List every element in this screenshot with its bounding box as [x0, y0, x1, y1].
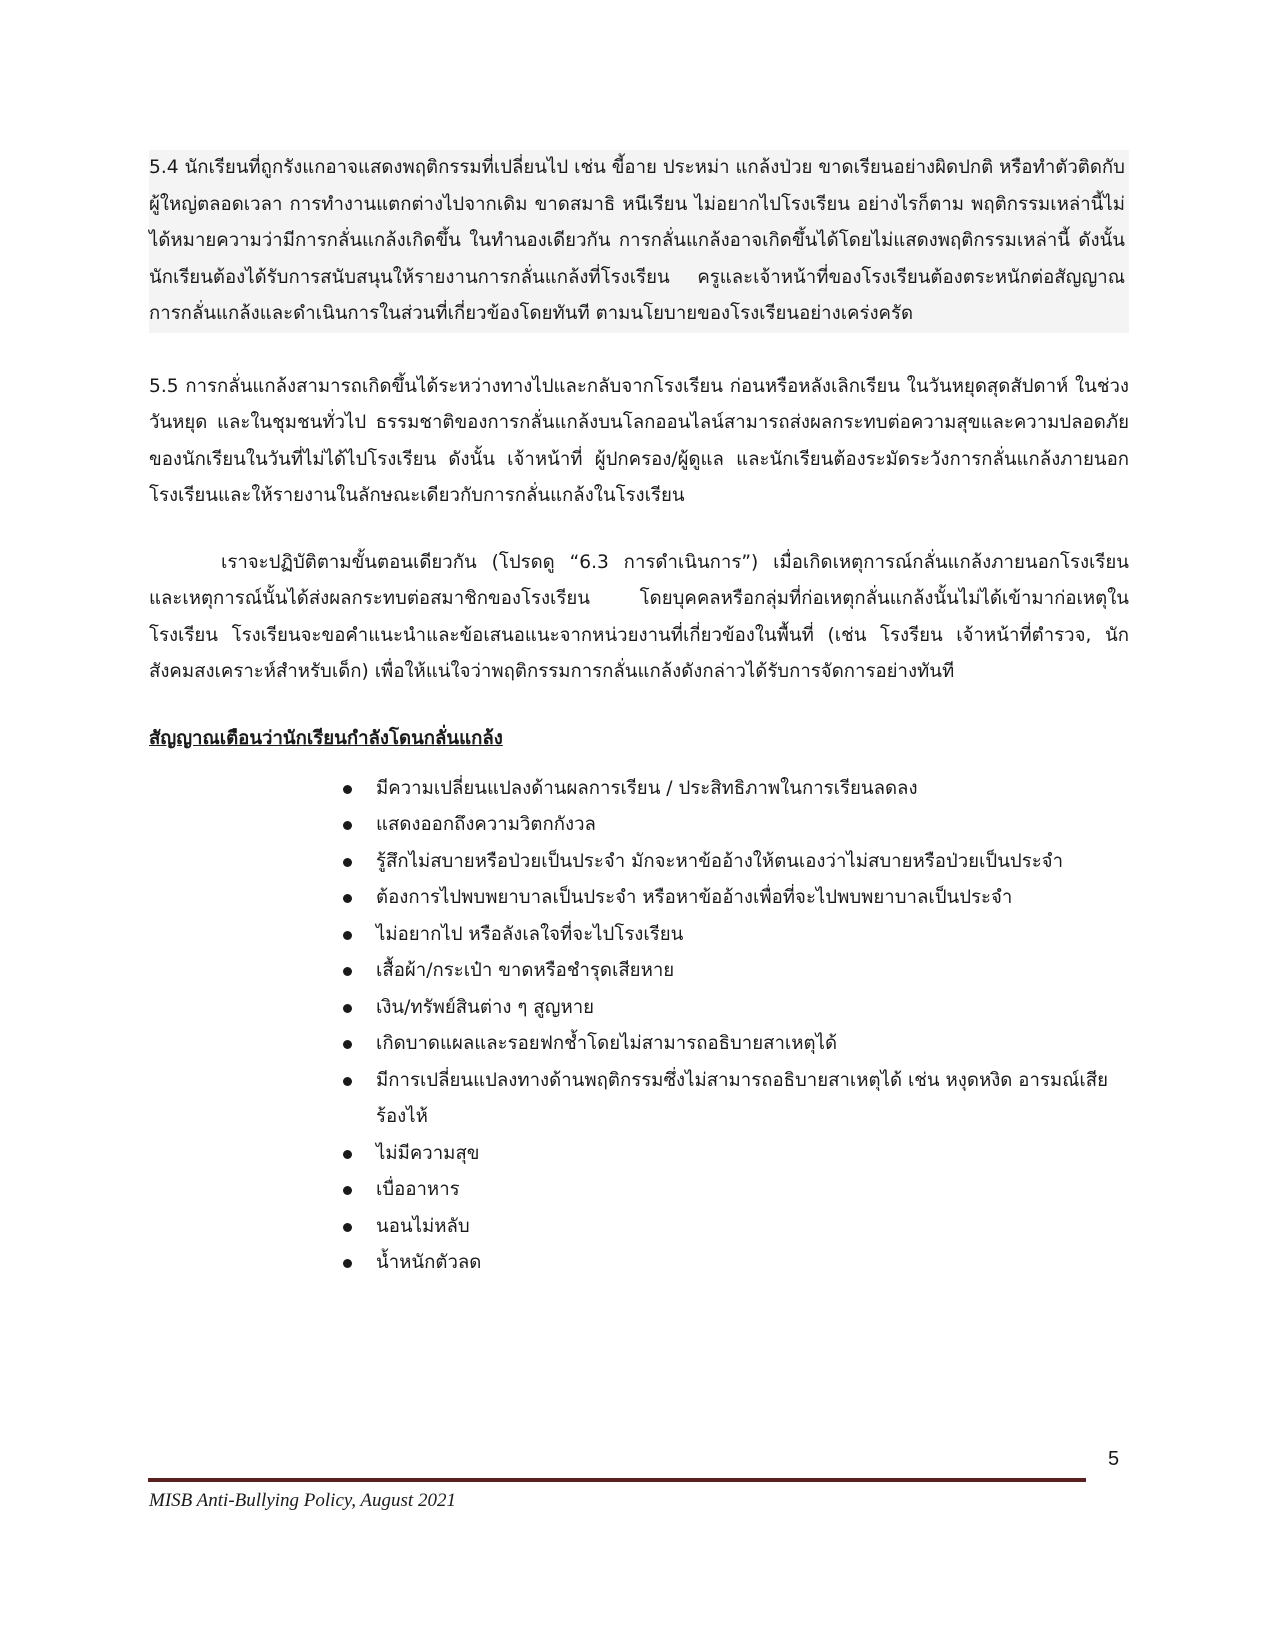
list-item: แสดงออกถึงความวิตกกังวล	[343, 807, 1129, 844]
bullet-icon	[343, 785, 352, 794]
list-item: เกิดบาดแผลและรอยฟกช้ำโดยไม่สามารถอธิบายสาเหตุได้	[343, 1026, 1129, 1063]
list-item: น้ำหนักตัวลด	[343, 1245, 1129, 1282]
list-item: เสื้อผ้า/กระเป๋า ขาดหรือชำรุดเสียหาย	[343, 953, 1129, 990]
bullet-icon	[343, 821, 352, 830]
bullet-icon	[343, 931, 352, 940]
list-item: นอนไม่หลับ	[343, 1209, 1129, 1246]
page-content	[149, 150, 1129, 1282]
list-item: ไม่มีความสุข	[343, 1136, 1129, 1173]
list-item: เงิน/ทรัพย์สินต่าง ๆ สูญหาย	[343, 990, 1129, 1027]
bullet-icon	[343, 894, 352, 903]
list-item: มีความเปลี่ยนแปลงด้านผลการเรียน / ประสิทธิภาพในการเรียนลดลง	[343, 771, 1129, 808]
list-item: ต้องการไปพบพยาบาลเป็นประจำ หรือหาข้ออ้างเพื่อที่จะไปพบพยาบาลเป็นประจำ	[343, 880, 1129, 917]
list-item: รู้สึกไม่สบายหรือป่วยเป็นประจำ มักจะหาข้ออ้างให้ตนเองว่าไม่สบายหรือป่วยเป็นประจำ	[343, 844, 1129, 881]
bullet-icon	[343, 1186, 352, 1195]
bullet-icon	[343, 1150, 352, 1159]
bullet-icon	[343, 967, 352, 976]
footer-text: MISB Anti-Bullying Policy, August 2021	[149, 1490, 456, 1511]
bullet-icon	[343, 1077, 352, 1086]
list-item: มีการเปลี่ยนแปลงทางด้านพฤติกรรมซึ่งไม่สามารถอธิบายสาเหตุได้ เช่น หงุดหงิด อารมณ์เสีย ร้องไห้	[343, 1063, 1129, 1136]
bullet-icon	[343, 1223, 352, 1232]
warning-signs-heading: สัญญาณเตือนว่านักเรียนกำลังโดนกลั่นแกล้ง	[149, 727, 503, 749]
section-5-5-paragraph: 5.5 การกลั่นแกล้งสามารถเกิดขึ้นได้ระหว่างทางไปและกลับจากโรงเรียน ก่อนหรือหลังเลิกเรียน ในวันหยุดสุดสัปดาห์ ในช่วงวันหยุด และในชุมชนทั่วไป ธรรมชาติของการกลั่นแกล้งบนโลกออนไลน์สามารถส่งผลกระทบต่อความสุขและความปลอดภัยของนักเรียนในวันที่ไม่ได้ไปโรงเรียน ดังนั้น เจ้าหน้าที่ ผู้ปกครอง/ผู้ดูแล และนักเรียนต้องระมัดระวังการกลั่นแกล้งภายนอกโรงเรียนและให้รายงานในลักษณะเดียวกับการกลั่นแกล้งในโรงเรียน	[149, 375, 1129, 506]
list-item: เบื่ออาหาร	[343, 1172, 1129, 1209]
section-5-4-paragraph: 5.4 นักเรียนที่ถูกรังแกอาจแสดงพฤติกรรมที่เปลี่ยนไป เช่น ขี้อาย ประหม่า แกล้งป่วย ขาดเรียนอย่างผิดปกติ หรือทำตัวติดกับผู้ใหญ่ตลอดเวลา การทำงานแตกต่างไปจากเดิม ขาดสมาธิ หนีเรียน ไม่อยากไปโรงเรียน อย่างไรก็ตาม พฤติกรรมเหล่านี้ไม่ได้หมายความว่ามีการกลั่นแกล้งเกิดขึ้น ในทำนองเดียวกัน การกลั่นแกล้งอาจเกิดขึ้นได้โดยไม่แสดงพฤติกรรมเหล่านี้ ดังนั้น นักเรียนต้องได้รับการสนับสนุนให้รายงานการกลั่นแกล้งที่โรงเรียน ครูและเจ้าหน้าที่ของโรงเรียนต้องตระหนักต่อสัญญาณการกลั่นแกล้งและดำเนินการในส่วนที่เกี่ยวข้องโดยทันที ตามนโยบายของโรงเรียนอย่างเคร่งครัด	[149, 150, 1129, 333]
list-item: ไม่อยากไป หรือลังเลใจที่จะไปโรงเรียน	[343, 917, 1129, 954]
procedure-paragraph: เราจะปฏิบัติตามขั้นตอนเดียวกัน (โปรดดู “6.3 การดำเนินการ”) เมื่อเกิดเหตุการณ์กลั่นแกล้งภายนอกโรงเรียน และเหตุการณ์นั้นได้ส่งผลกระทบต่อสมาชิกของโรงเรียน โดยบุคคลหรือกลุ่มที่ก่อเหตุกลั่นแกล้งนั้นไม่ได้เข้ามาก่อเหตุในโรงเรียน โรงเรียนจะขอคำแนะนำและข้อเสนอแนะจากหน่วยงานที่เกี่ยวข้องในพื้นที่ (เช่น โรงรียน เจ้าหน้าที่ตำรวจ, นักสังคมสงเคราะห์สำหรับเด็ก) เพื่อให้แน่ใจว่าพฤติกรรมการกลั่นแกล้งดังกล่าวได้รับการจัดการอย่างทันที	[149, 551, 1129, 682]
bullet-icon	[343, 1040, 352, 1049]
footer-rule	[148, 1478, 1086, 1482]
page-number: 5	[1108, 1448, 1120, 1470]
bullet-icon	[343, 858, 352, 867]
bullet-icon	[343, 1259, 352, 1268]
warning-signs-list	[149, 771, 1129, 1282]
bullet-icon	[343, 1004, 352, 1013]
